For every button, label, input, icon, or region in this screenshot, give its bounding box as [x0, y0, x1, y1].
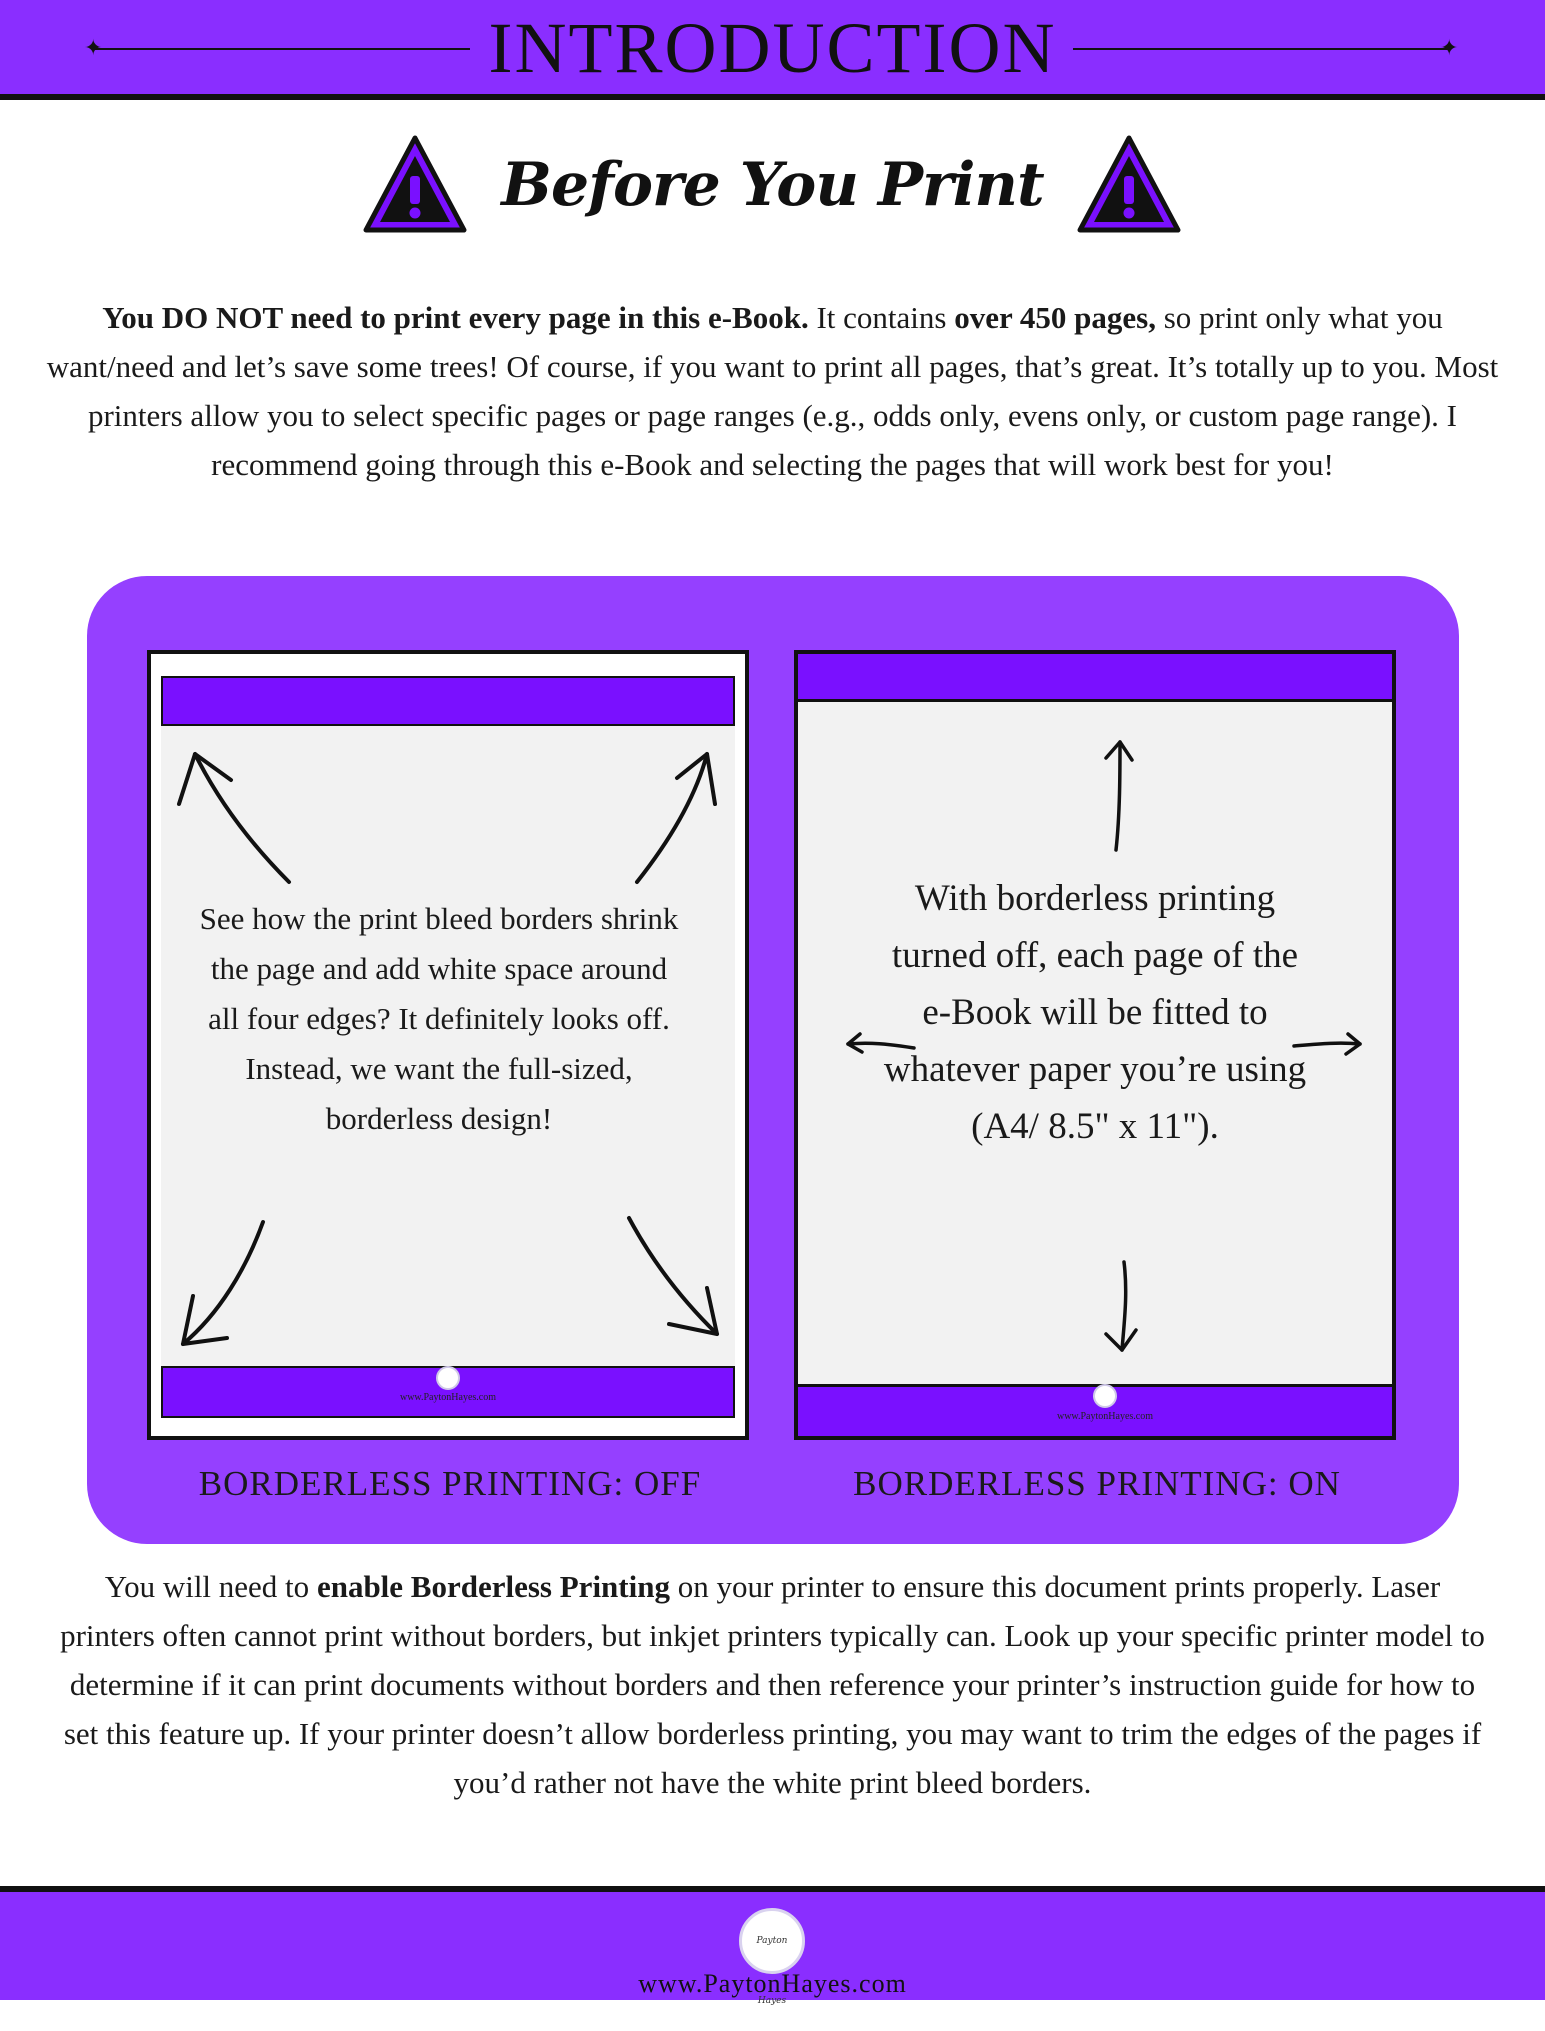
borderless-on-text: With borderless printing turned off, each page of the e-Book will be fitted to whatever paper you’re using (A4/ 8.5" x 11").: [883, 878, 1307, 1147]
arrow-top-left-icon: [195, 754, 289, 882]
borderless-note-paragraph: You will need to enable Borderless Printing on your printer to ensure this document prints properly. Laser printers often cannot print without borders, but inkjet printers typically can. Look up your specific printer model to determine if it can print documents without borders and then reference your printer’s instruction guide for how to set this feature up. If your printer doesn’t allow borderless printing, you may want to trim the edges of the pages if you’d rather not have the white print bleed borders.: [60, 1569, 1485, 1800]
comparison-panel: [87, 576, 1459, 1544]
intro-emphasis: You DO NOT need to print every page in this e-Book.: [102, 300, 809, 335]
warning-triangle-icon: [1074, 132, 1184, 236]
page-count-emphasis: over 450 pages,: [954, 300, 1156, 335]
arrow-down-icon: [1122, 1262, 1126, 1350]
intro-paragraph: You DO NOT need to print every page in this e-Book. It contains over 450 pages, so print only what you want/need and let’s save some trees! Of course, if you want to print all pages, that’s great. It’s totally up to you. Most printers allow you to select specific pages or page ranges (e.g., odds only, evens only, or custom page range). I recommend going through this e-Book and selecting the pages that will work best for you!: [46, 300, 1499, 482]
caption-borderless-on: BORDERLESS PRINTING: ON: [853, 1464, 1341, 1503]
page-title: INTRODUCTION: [488, 8, 1057, 88]
page-mock-borderless-off: [147, 650, 749, 1440]
borderless-off-text: See how the print bleed borders shrink the page and add white space around all four edges? It definitely looks off. Instead, we want the full-sized, borderless design!: [199, 901, 679, 1136]
arrow-up-icon: [1116, 742, 1120, 850]
section-subtitle: Before You Print: [501, 150, 1044, 220]
sparkle-icon: ✦: [84, 35, 103, 60]
note-emphasis: enable Borderless Printing: [316, 1569, 670, 1604]
footer-logo: Payton Hayes: [739, 1908, 805, 1974]
mini-url: www.PaytonHayes.com: [1056, 1411, 1153, 1422]
mini-url: www.PaytonHayes.com: [399, 1392, 496, 1403]
caption-borderless-off: BORDERLESS PRINTING: OFF: [198, 1464, 702, 1503]
arrow-bottom-right-icon: [629, 1218, 717, 1334]
footer-url[interactable]: www.PaytonHayes.com: [638, 1969, 907, 1998]
arrow-bottom-left-icon: [183, 1222, 263, 1344]
arrow-top-right-icon: [637, 754, 707, 882]
sparkle-icon: ✦: [1440, 35, 1459, 60]
page-mock-borderless-on: [794, 650, 1396, 1440]
